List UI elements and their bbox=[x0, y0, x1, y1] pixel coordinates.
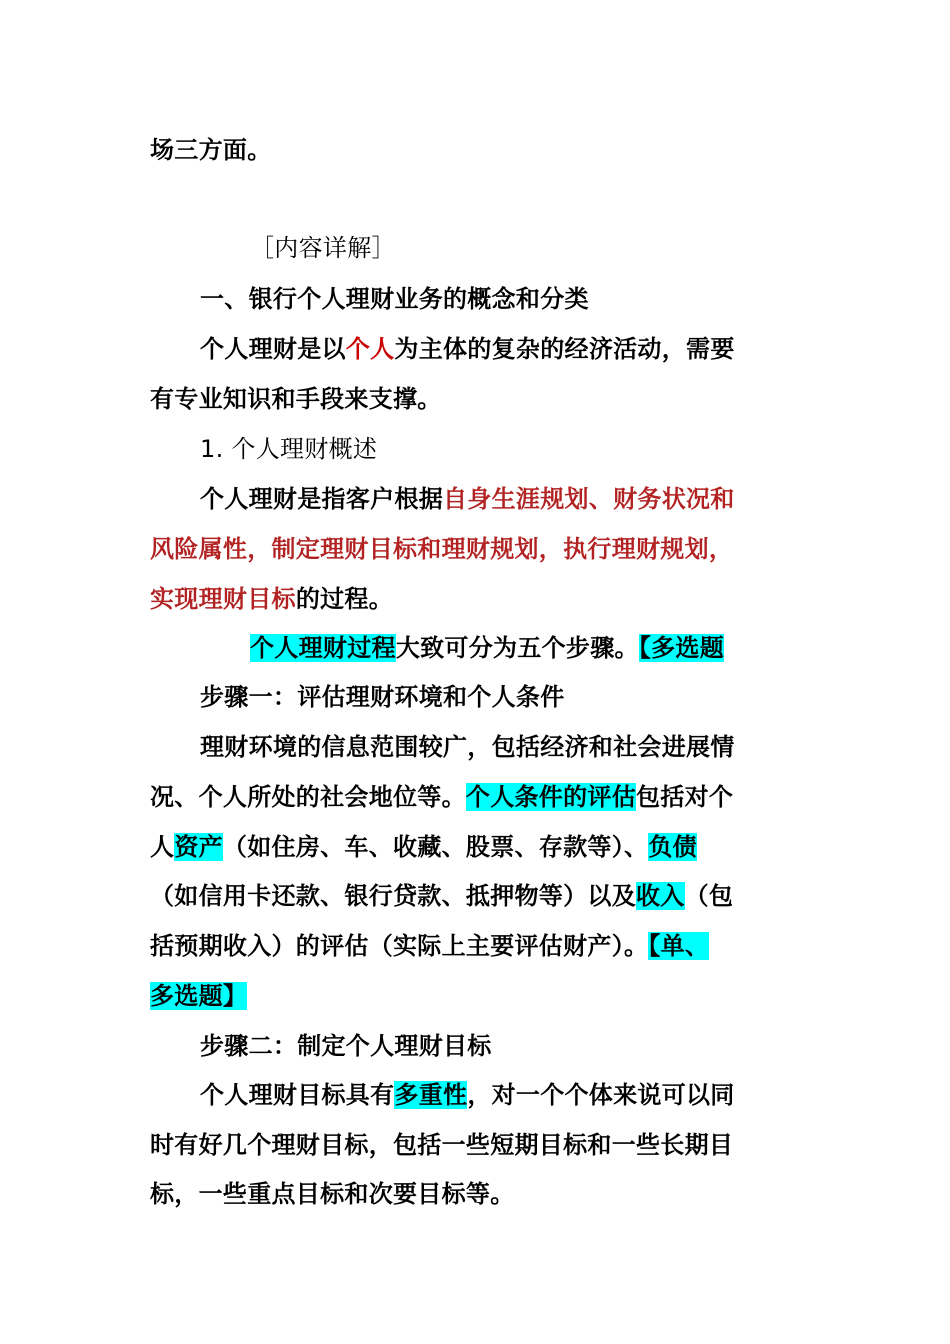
text-line-16 bbox=[150, 926, 770, 966]
text-span: 个人理财是以 bbox=[200, 335, 346, 363]
text-line-14 bbox=[150, 827, 770, 867]
question-type-tag: 多选题】 bbox=[150, 982, 248, 1010]
text-span: 人 bbox=[150, 833, 175, 861]
highlighted-term: 负债 bbox=[648, 833, 697, 861]
text-line-10 bbox=[250, 628, 870, 668]
text-span: 步骤一：评估理财环境和个人条件 bbox=[200, 683, 565, 711]
text-span: ［内容详解］ bbox=[250, 234, 396, 262]
section-heading bbox=[200, 279, 820, 319]
highlighted-term: 多重性 bbox=[394, 1081, 468, 1109]
text-line-4 bbox=[200, 329, 820, 369]
text-span: （如住房、车、收藏、股票、存款等）、 bbox=[222, 833, 649, 861]
question-type-tag: 【单、 bbox=[648, 932, 710, 960]
question-type-tag: 【多选题 bbox=[638, 634, 725, 662]
highlighted-term: 收入 bbox=[636, 882, 685, 910]
text-span: ，对一个个体来说可以同 bbox=[467, 1081, 735, 1109]
text-span: 括预期收入）的评估（实际上主要评估财产）。 bbox=[150, 932, 649, 960]
text-span: 的过程。 bbox=[295, 585, 394, 613]
text-line-1 bbox=[150, 130, 770, 170]
text-span: 为主体的复杂的经济活动，需要 bbox=[394, 335, 735, 363]
text-line-9 bbox=[150, 579, 770, 619]
text-span: 时有好几个理财目标，包括一些短期目标和一些长期目 bbox=[150, 1131, 734, 1159]
red-emphasis: 自身生涯规划、财务状况和 bbox=[443, 485, 735, 513]
text-span: 标，一些重点目标和次要目标等。 bbox=[150, 1180, 515, 1208]
subsection-heading bbox=[200, 429, 820, 469]
text-span: 大致可分为五个步骤。 bbox=[395, 634, 639, 662]
text-span: 有专业知识和手段来支撑。 bbox=[150, 385, 442, 413]
text-line-5 bbox=[150, 379, 770, 419]
red-emphasis: 个人 bbox=[345, 335, 395, 363]
step-heading-1 bbox=[200, 677, 820, 717]
step-heading-2 bbox=[200, 1026, 820, 1066]
text-span: （如信用卡还款、银行贷款、抵押物等）以及 bbox=[150, 882, 636, 910]
text-span: 况、个人所处的社会地位等。 bbox=[150, 783, 466, 811]
text-span: 包括对个 bbox=[636, 783, 734, 811]
text-line-15 bbox=[150, 876, 770, 916]
text-span: 一、银行个人理财业务的概念和分类 bbox=[200, 285, 589, 313]
text-span: 1. 个人理财概述 bbox=[200, 435, 378, 463]
text-line-17 bbox=[150, 976, 770, 1016]
red-emphasis: 实现理财目标 bbox=[150, 585, 296, 613]
text-span: 个人理财是指客户根据 bbox=[200, 485, 443, 513]
text-line-19 bbox=[200, 1075, 820, 1115]
text-span: 理财环境的信息范围较广，包括经济和社会进展情 bbox=[200, 733, 735, 761]
text-line-21 bbox=[150, 1174, 770, 1214]
red-emphasis: 风险属性，制定理财目标和理财规划，执行理财规划， bbox=[150, 535, 734, 563]
text-span: 场三方面。 bbox=[150, 136, 272, 164]
highlighted-term: 个人条件的评估 bbox=[465, 783, 637, 811]
highlighted-term: 资产 bbox=[174, 833, 223, 861]
text-line-20 bbox=[150, 1125, 770, 1165]
text-span: （包 bbox=[684, 882, 734, 910]
text-span: 步骤二：制定个人理财目标 bbox=[200, 1032, 492, 1060]
highlighted-term: 个人理财过程 bbox=[250, 634, 396, 662]
text-line-8 bbox=[150, 529, 770, 569]
text-line-7 bbox=[200, 479, 820, 519]
section-label bbox=[250, 228, 870, 268]
text-span: 个人理财目标具有 bbox=[200, 1081, 395, 1109]
text-line-12 bbox=[200, 727, 820, 767]
text-line-13 bbox=[150, 777, 770, 817]
